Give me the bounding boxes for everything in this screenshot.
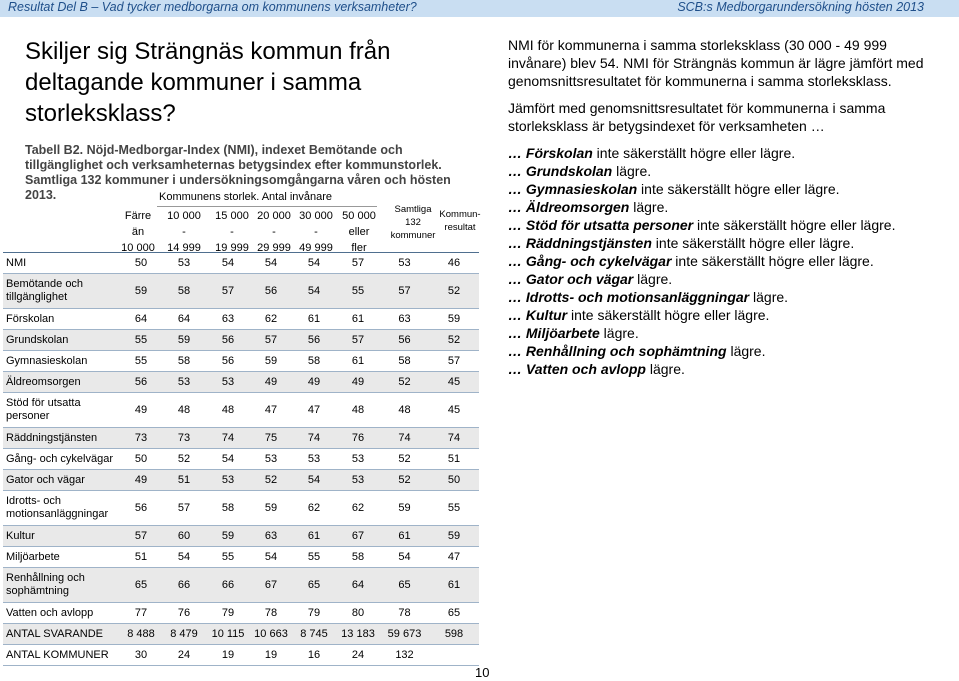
table-cell: 48 <box>221 404 235 416</box>
table-cell: 57 <box>351 257 365 269</box>
table-cell: 65 <box>380 568 429 603</box>
comparison-item <box>508 198 948 216</box>
table-cell: 61 <box>307 313 321 325</box>
service-name: … Räddningstjänsten <box>508 235 652 251</box>
table-cell: 8 745 <box>292 624 336 645</box>
table-cell: 51 <box>134 551 148 563</box>
service-name: … Grundskolan <box>508 163 613 179</box>
table-cell: 57 <box>380 274 429 309</box>
table-cell: 16 <box>307 649 321 661</box>
row-label: Stöd för utsatta personer <box>6 397 81 422</box>
comparison-item <box>508 360 948 378</box>
table-cell: 55 <box>120 330 162 351</box>
service-name: … Stöd för utsatta personer <box>508 217 694 233</box>
table-cell: 50 <box>429 470 479 491</box>
table-cell: 63 <box>250 526 292 547</box>
table-cell: 52 <box>429 330 479 351</box>
table-cell: 61 <box>429 568 479 603</box>
comparison-item <box>508 216 948 234</box>
table-cell: 53 <box>336 470 380 491</box>
table-cell: 62 <box>307 502 321 514</box>
table-cell: 53 <box>351 453 365 465</box>
table-cell: 58 <box>307 355 321 367</box>
comparison-result: inte säkerställt högre eller lägre. <box>592 145 796 161</box>
row-label: Renhållning och sophämtning <box>3 568 120 603</box>
table-row <box>3 526 479 547</box>
table-cell: 54 <box>221 257 235 269</box>
table-cell: 63 <box>221 313 235 325</box>
comparison-item <box>508 270 948 288</box>
service-name: … Idrotts- och motionsanläggningar <box>508 289 750 305</box>
table-cell: 59 <box>162 330 206 351</box>
page-header <box>0 0 959 17</box>
table-cell: 52 <box>380 372 429 393</box>
table-cell: 55 <box>447 502 461 514</box>
table-cell: 54 <box>292 470 336 491</box>
table-cell: 52 <box>380 470 429 491</box>
table-cell: 54 <box>221 453 235 465</box>
table-cell: 53 <box>307 453 321 465</box>
table-cell: 10 663 <box>250 624 292 645</box>
table-cell: 57 <box>336 330 380 351</box>
service-name: … Miljöarbete <box>508 325 600 341</box>
results-table-body <box>3 252 479 666</box>
table-cell: 10 115 <box>206 624 250 645</box>
comparison-result: lägre. <box>599 325 639 341</box>
table-cell: 51 <box>447 453 461 465</box>
table-cell: 58 <box>351 551 365 563</box>
table-cell: 61 <box>380 526 429 547</box>
service-name: … Gator och vägar <box>508 271 634 287</box>
size-group-header: Kommunens storlek. Antal invånare <box>159 191 333 203</box>
comparison-paragraph: Jämfört med genomsnittsresultatet för kommunerna i samma storleksklass är betygsindexet för verksamheten … <box>508 100 886 134</box>
table-cell: 56 <box>292 330 336 351</box>
table-cell: 58 <box>398 355 411 367</box>
service-name: … Äldreomsorgen <box>508 199 630 215</box>
table-cell: 74 <box>429 428 479 449</box>
table-cell: 56 <box>380 330 429 351</box>
table-cell: 63 <box>398 313 411 325</box>
col-header-3: 20 000 - 29 999 <box>257 210 291 254</box>
table-cell: 50 <box>134 453 148 465</box>
table-cell: 53 <box>398 257 411 269</box>
table-cell: 8 488 <box>120 624 162 645</box>
table-cell: 47 <box>264 404 278 416</box>
row-label: Vatten och avlopp <box>6 606 94 619</box>
table-cell: 59 <box>206 526 250 547</box>
table-cell: 52 <box>177 453 191 465</box>
table-cell: 58 <box>221 502 235 514</box>
row-label: Grundskolan <box>3 330 120 351</box>
table-cell: 62 <box>351 502 365 514</box>
col-header-4: 30 000 - 49 999 <box>299 210 333 254</box>
comparison-result: lägre. <box>726 343 766 359</box>
service-name: … Renhållning och sophämtning <box>508 343 727 359</box>
service-name: … Kultur <box>508 307 568 323</box>
table-cell: 65 <box>120 568 162 603</box>
header-right-text: SCB:s Medborgarundersökning hösten 2013 <box>677 0 924 14</box>
table-cell: 59 <box>120 274 162 309</box>
comparison-result: lägre. <box>645 361 685 377</box>
row-label: Förskolan <box>6 312 55 325</box>
table-cell: 47 <box>307 404 321 416</box>
table-cell: 55 <box>134 355 148 367</box>
table-cell: 49 <box>120 470 162 491</box>
table-row <box>3 568 479 603</box>
table-cell: 60 <box>162 526 206 547</box>
table-cell: 73 <box>120 428 162 449</box>
col-header-5: 50 000 eller fler <box>342 210 376 254</box>
table-cell: 53 <box>162 372 206 393</box>
table-cell: 56 <box>221 355 235 367</box>
row-label: Gång- och cykelvägar <box>6 452 113 465</box>
table-cell: 13 183 <box>336 624 380 645</box>
table-row <box>3 547 479 568</box>
table-cell: 51 <box>162 470 206 491</box>
table-cell: 54 <box>307 257 321 269</box>
table-cell: 59 <box>398 502 411 514</box>
table-cell: 48 <box>351 404 365 416</box>
commentary <box>508 36 948 378</box>
comparison-item <box>508 342 948 360</box>
table-row <box>3 274 479 309</box>
row-label: Räddningstjänsten <box>3 428 120 449</box>
row-label: ANTAL SVARANDE <box>3 624 120 645</box>
table-cell: 54 <box>398 551 411 563</box>
table-cell: 57 <box>177 502 191 514</box>
table-cell: 132 <box>395 649 414 661</box>
table-cell: 54 <box>292 274 336 309</box>
row-label: Idrotts- och motionsanläggningar <box>6 495 109 520</box>
comparison-item <box>508 144 948 162</box>
results-table <box>0 190 480 666</box>
page-number: 10 <box>475 665 490 680</box>
table-cell: 61 <box>351 313 365 325</box>
table-cell: 49 <box>292 372 336 393</box>
table-cell: 67 <box>250 568 292 603</box>
table-row <box>3 309 479 330</box>
table-cell: 65 <box>447 607 461 619</box>
row-label: Gymnasieskolan <box>6 354 88 367</box>
service-name: … Gång- och cykelvägar <box>508 253 672 269</box>
table-cell: 19 <box>221 649 235 661</box>
table-row <box>3 624 479 645</box>
table-cell: 53 <box>264 453 278 465</box>
table-cell: 59 <box>264 502 278 514</box>
table-cell: 61 <box>292 526 336 547</box>
table-cell: 55 <box>307 551 321 563</box>
table-cell: 65 <box>292 568 336 603</box>
table-cell: 54 <box>177 551 191 563</box>
table-cell: 76 <box>336 428 380 449</box>
table-cell: 8 479 <box>162 624 206 645</box>
table-cell: 59 <box>264 355 278 367</box>
table-cell: 66 <box>206 568 250 603</box>
row-label: ANTAL KOMMUNER <box>6 648 109 661</box>
col-header-0: Färre än 10 000 <box>121 210 155 254</box>
table-cell: 598 <box>429 624 479 645</box>
comparison-item <box>508 288 948 306</box>
comparison-item <box>508 252 948 270</box>
comparison-item <box>508 162 948 180</box>
row-label: Gator och vägar <box>3 470 120 491</box>
table-cell: 45 <box>429 372 479 393</box>
row-label: Miljöarbete <box>6 550 60 563</box>
table-cell <box>429 645 479 666</box>
table-cell: 73 <box>162 428 206 449</box>
table-cell: 24 <box>351 649 365 661</box>
table-cell: 79 <box>221 607 235 619</box>
table-row <box>3 372 479 393</box>
comparison-result: inte säkerställt högre eller lägre. <box>693 217 896 233</box>
col-header-kommunresultat: Kommun- resultat <box>439 209 481 233</box>
comparison-result: inte säkerställt högre eller lägre. <box>671 253 874 269</box>
table-cell: 74 <box>206 428 250 449</box>
comparison-result: inte säkerställt högre eller lägre. <box>567 307 770 323</box>
col-header-samtliga: Samtliga 132 kommuner <box>390 204 436 241</box>
table-cell: 47 <box>447 551 461 563</box>
table-cell: 64 <box>336 568 380 603</box>
header-left-text: Resultat Del B – Vad tycker medborgarna om kommunens verksamheter? <box>8 0 417 14</box>
service-name: … Gymnasieskolan <box>508 181 638 197</box>
table-row <box>3 491 479 526</box>
table-cell: 56 <box>120 372 162 393</box>
table-cell: 79 <box>307 607 321 619</box>
table-cell: 57 <box>206 274 250 309</box>
table-cell: 49 <box>250 372 292 393</box>
comparison-item <box>508 324 948 342</box>
table-cell: 78 <box>398 607 411 619</box>
table-cell: 46 <box>447 257 461 269</box>
table-cell: 56 <box>250 274 292 309</box>
row-label: Äldreomsorgen <box>3 372 120 393</box>
service-name: … Förskolan <box>508 145 593 161</box>
table-cell: 52 <box>429 274 479 309</box>
table-cell: 53 <box>206 470 250 491</box>
comparison-result: lägre. <box>749 289 789 305</box>
table-row <box>3 449 479 470</box>
table-cell: 53 <box>206 372 250 393</box>
table-cell: 54 <box>264 257 278 269</box>
table-cell: 80 <box>351 607 365 619</box>
table-cell: 78 <box>264 607 278 619</box>
table-cell: 55 <box>336 274 380 309</box>
table-cell: 48 <box>398 404 411 416</box>
col-header-1: 10 000 - 14 999 <box>167 210 201 254</box>
table-cell: 52 <box>398 453 411 465</box>
comparison-result: inte säkerställt högre eller lägre. <box>637 181 840 197</box>
group-header-rule <box>157 206 377 207</box>
table-row <box>3 428 479 449</box>
table-caption: Tabell B2. Nöjd-Medborgar-Index (NMI), indexet Bemötande och tillgänglighet och verksamheternas betygsindex efter kommunstorlek. Samtliga 132 kommuner i undersökningsomgångarna våren och hösten 2013. <box>25 143 451 202</box>
table-cell: 24 <box>177 649 191 661</box>
table-cell: 61 <box>351 355 365 367</box>
col-header-2: 15 000 - 19 999 <box>215 210 249 254</box>
table-cell: 59 <box>429 526 479 547</box>
table-cell: 30 <box>134 649 148 661</box>
comparison-result: lägre. <box>629 199 669 215</box>
table-cell: 74 <box>292 428 336 449</box>
comparison-item <box>508 234 948 252</box>
comparison-result: inte säkerställt högre eller lägre. <box>651 235 855 251</box>
table-cell: 19 <box>264 649 278 661</box>
table-header <box>0 190 480 252</box>
table-cell: 45 <box>447 404 461 416</box>
table-cell: 76 <box>177 607 191 619</box>
table-cell: 77 <box>134 607 148 619</box>
service-name: … Vatten och avlopp <box>508 361 646 377</box>
table-cell: 67 <box>336 526 380 547</box>
table-row <box>3 645 479 666</box>
table-cell: 57 <box>447 355 461 367</box>
table-row <box>3 330 479 351</box>
row-label: NMI <box>6 256 27 269</box>
table-row <box>3 351 479 372</box>
table-cell: 59 673 <box>380 624 429 645</box>
table-cell: 57 <box>120 526 162 547</box>
table-cell: 52 <box>250 470 292 491</box>
table-cell: 57 <box>250 330 292 351</box>
table-row <box>3 393 479 428</box>
table-row <box>3 603 479 624</box>
table-cell: 48 <box>177 404 191 416</box>
table-cell: 62 <box>264 313 278 325</box>
table-row <box>3 470 479 491</box>
table-cell: 75 <box>250 428 292 449</box>
table-cell: 55 <box>221 551 235 563</box>
nmi-paragraph: NMI för kommunerna i samma storleksklass (30 000 - 49 999 invånare) blev 54. NMI för Strängnäs kommun är lägre jämfört med genomsnittsresultatet för kommunerna i samma storleksklass. <box>508 37 924 89</box>
table-cell: 54 <box>264 551 278 563</box>
table-cell: 58 <box>162 274 206 309</box>
table-cell: 53 <box>177 257 191 269</box>
row-label: Kultur <box>3 526 120 547</box>
comparison-item <box>508 180 948 198</box>
comparison-result: lägre. <box>612 163 652 179</box>
table-cell: 64 <box>134 313 148 325</box>
comparison-list <box>508 144 948 378</box>
table-cell: 66 <box>162 568 206 603</box>
table-cell: 49 <box>134 404 148 416</box>
table-cell: 56 <box>206 330 250 351</box>
table-cell: 74 <box>380 428 429 449</box>
page-title: Skiljer sig Strängnäs kommun från deltagande kommuner i samma storleksklass? <box>25 38 391 127</box>
table-cell: 59 <box>447 313 461 325</box>
row-label: Bemötande och tillgänglighet <box>3 274 120 309</box>
table-cell: 56 <box>134 502 148 514</box>
table-cell: 49 <box>336 372 380 393</box>
comparison-result: lägre. <box>633 271 673 287</box>
table-cell: 58 <box>177 355 191 367</box>
comparison-item <box>508 306 948 324</box>
table-cell: 64 <box>177 313 191 325</box>
table-cell: 50 <box>134 257 148 269</box>
